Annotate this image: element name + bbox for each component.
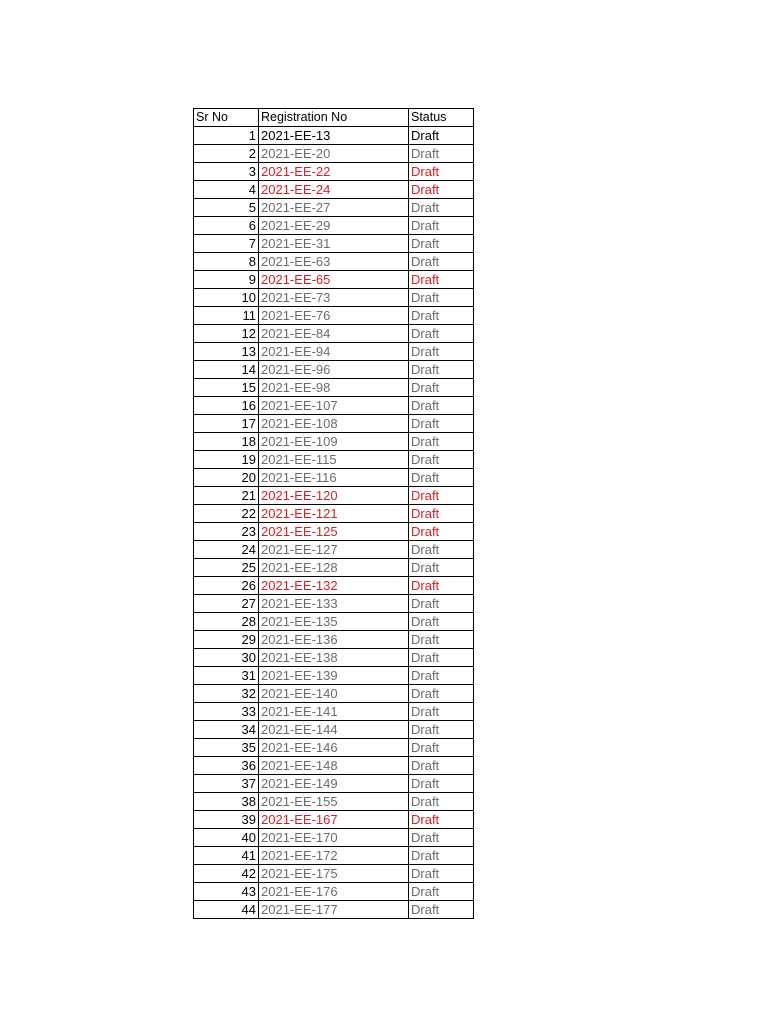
sr-no-cell: 18 xyxy=(194,433,259,451)
table-row xyxy=(194,883,474,901)
status-cell: Draft xyxy=(409,325,474,343)
registration-no-cell: 2021-EE-132 xyxy=(259,577,409,595)
registration-no-cell: 2021-EE-170 xyxy=(259,829,409,847)
sr-no-cell: 10 xyxy=(194,289,259,307)
status-cell: Draft xyxy=(409,559,474,577)
sr-no-cell: 31 xyxy=(194,667,259,685)
registration-no-cell: 2021-EE-167 xyxy=(259,811,409,829)
status-cell: Draft xyxy=(409,397,474,415)
registration-no-cell: 2021-EE-24 xyxy=(259,181,409,199)
status-cell: Draft xyxy=(409,793,474,811)
registration-no-cell: 2021-EE-20 xyxy=(259,145,409,163)
status-cell: Draft xyxy=(409,235,474,253)
registration-no-cell: 2021-EE-148 xyxy=(259,757,409,775)
registration-no-cell: 2021-EE-120 xyxy=(259,487,409,505)
registration-no-cell: 2021-EE-140 xyxy=(259,685,409,703)
status-cell: Draft xyxy=(409,829,474,847)
header-row xyxy=(194,109,474,127)
sr-no-cell: 35 xyxy=(194,739,259,757)
table-row xyxy=(194,487,474,505)
registration-no-cell: 2021-EE-125 xyxy=(259,523,409,541)
sr-no-cell: 29 xyxy=(194,631,259,649)
sr-no-cell: 19 xyxy=(194,451,259,469)
status-cell: Draft xyxy=(409,631,474,649)
table-row xyxy=(194,811,474,829)
status-cell: Draft xyxy=(409,775,474,793)
table-row xyxy=(194,361,474,379)
status-cell: Draft xyxy=(409,199,474,217)
registration-no-cell: 2021-EE-128 xyxy=(259,559,409,577)
status-cell: Draft xyxy=(409,253,474,271)
registration-table xyxy=(193,108,474,919)
registration-no-cell: 2021-EE-177 xyxy=(259,901,409,919)
sr-no-cell: 30 xyxy=(194,649,259,667)
sr-no-cell: 20 xyxy=(194,469,259,487)
sr-no-cell: 41 xyxy=(194,847,259,865)
registration-no-cell: 2021-EE-175 xyxy=(259,865,409,883)
status-cell: Draft xyxy=(409,685,474,703)
table-row xyxy=(194,343,474,361)
sr-no-cell: 9 xyxy=(194,271,259,289)
registration-no-cell: 2021-EE-116 xyxy=(259,469,409,487)
table-row xyxy=(194,775,474,793)
table-row xyxy=(194,451,474,469)
table-row xyxy=(194,433,474,451)
status-cell: Draft xyxy=(409,865,474,883)
registration-no-cell: 2021-EE-138 xyxy=(259,649,409,667)
registration-no-cell: 2021-EE-139 xyxy=(259,667,409,685)
registration-no-cell: 2021-EE-149 xyxy=(259,775,409,793)
sr-no-cell: 2 xyxy=(194,145,259,163)
table-row xyxy=(194,235,474,253)
sr-no-cell: 3 xyxy=(194,163,259,181)
status-cell: Draft xyxy=(409,487,474,505)
status-cell: Draft xyxy=(409,217,474,235)
status-cell: Draft xyxy=(409,721,474,739)
table-row xyxy=(194,145,474,163)
table-row xyxy=(194,505,474,523)
table-row xyxy=(194,577,474,595)
registration-no-cell: 2021-EE-98 xyxy=(259,379,409,397)
registration-no-cell: 2021-EE-65 xyxy=(259,271,409,289)
status-cell: Draft xyxy=(409,577,474,595)
status-cell: Draft xyxy=(409,469,474,487)
sr-no-cell: 8 xyxy=(194,253,259,271)
registration-no-cell: 2021-EE-31 xyxy=(259,235,409,253)
table-body xyxy=(194,109,474,919)
table-row xyxy=(194,415,474,433)
sr-no-cell: 22 xyxy=(194,505,259,523)
registration-no-cell: 2021-EE-133 xyxy=(259,595,409,613)
table-row xyxy=(194,289,474,307)
registration-no-cell: 2021-EE-144 xyxy=(259,721,409,739)
sr-no-cell: 36 xyxy=(194,757,259,775)
sr-no-cell: 26 xyxy=(194,577,259,595)
registration-no-cell: 2021-EE-76 xyxy=(259,307,409,325)
sr-no-cell: 27 xyxy=(194,595,259,613)
status-cell: Draft xyxy=(409,451,474,469)
registration-no-cell: 2021-EE-176 xyxy=(259,883,409,901)
sr-no-cell: 34 xyxy=(194,721,259,739)
table-row xyxy=(194,199,474,217)
status-cell: Draft xyxy=(409,289,474,307)
sr-no-cell: 28 xyxy=(194,613,259,631)
status-cell: Draft xyxy=(409,523,474,541)
registration-no-cell: 2021-EE-109 xyxy=(259,433,409,451)
registration-no-cell: 2021-EE-127 xyxy=(259,541,409,559)
table-row xyxy=(194,703,474,721)
registration-no-cell: 2021-EE-63 xyxy=(259,253,409,271)
sr-no-cell: 44 xyxy=(194,901,259,919)
table-row xyxy=(194,793,474,811)
status-cell: Draft xyxy=(409,361,474,379)
table-row xyxy=(194,685,474,703)
sr-no-cell: 13 xyxy=(194,343,259,361)
table-row xyxy=(194,721,474,739)
table-row xyxy=(194,595,474,613)
status-cell: Draft xyxy=(409,343,474,361)
table-row xyxy=(194,469,474,487)
sr-no-cell: 37 xyxy=(194,775,259,793)
sr-no-cell: 32 xyxy=(194,685,259,703)
status-cell: Draft xyxy=(409,271,474,289)
sr-no-cell: 21 xyxy=(194,487,259,505)
table-row xyxy=(194,325,474,343)
sr-no-cell: 33 xyxy=(194,703,259,721)
status-cell: Draft xyxy=(409,163,474,181)
status-cell: Draft xyxy=(409,415,474,433)
table-row xyxy=(194,631,474,649)
table-row xyxy=(194,667,474,685)
status-cell: Draft xyxy=(409,127,474,145)
status-cell: Draft xyxy=(409,667,474,685)
sr-no-cell: 43 xyxy=(194,883,259,901)
table-row xyxy=(194,829,474,847)
status-cell: Draft xyxy=(409,307,474,325)
registration-no-cell: 2021-EE-107 xyxy=(259,397,409,415)
registration-no-cell: 2021-EE-94 xyxy=(259,343,409,361)
table-row xyxy=(194,865,474,883)
registration-no-cell: 2021-EE-73 xyxy=(259,289,409,307)
sr-no-cell: 16 xyxy=(194,397,259,415)
sr-no-cell: 1 xyxy=(194,127,259,145)
sr-no-cell: 6 xyxy=(194,217,259,235)
status-cell: Draft xyxy=(409,595,474,613)
table-row xyxy=(194,559,474,577)
table-row xyxy=(194,847,474,865)
status-cell: Draft xyxy=(409,505,474,523)
table-row xyxy=(194,523,474,541)
status-cell: Draft xyxy=(409,739,474,757)
status-cell: Draft xyxy=(409,757,474,775)
header-registration-no: Registration No xyxy=(259,109,409,127)
status-cell: Draft xyxy=(409,901,474,919)
sr-no-cell: 39 xyxy=(194,811,259,829)
status-cell: Draft xyxy=(409,649,474,667)
registration-no-cell: 2021-EE-108 xyxy=(259,415,409,433)
sr-no-cell: 42 xyxy=(194,865,259,883)
table-row xyxy=(194,181,474,199)
registration-no-cell: 2021-EE-22 xyxy=(259,163,409,181)
status-cell: Draft xyxy=(409,847,474,865)
table-row xyxy=(194,541,474,559)
status-cell: Draft xyxy=(409,379,474,397)
header-sr-no: Sr No xyxy=(194,109,259,127)
sr-no-cell: 15 xyxy=(194,379,259,397)
registration-no-cell: 2021-EE-84 xyxy=(259,325,409,343)
sr-no-cell: 11 xyxy=(194,307,259,325)
registration-no-cell: 2021-EE-13 xyxy=(259,127,409,145)
status-cell: Draft xyxy=(409,703,474,721)
registration-no-cell: 2021-EE-146 xyxy=(259,739,409,757)
status-cell: Draft xyxy=(409,181,474,199)
sr-no-cell: 4 xyxy=(194,181,259,199)
table-row xyxy=(194,307,474,325)
sr-no-cell: 5 xyxy=(194,199,259,217)
registration-no-cell: 2021-EE-172 xyxy=(259,847,409,865)
table-row xyxy=(194,649,474,667)
sr-no-cell: 24 xyxy=(194,541,259,559)
registration-no-cell: 2021-EE-96 xyxy=(259,361,409,379)
sr-no-cell: 40 xyxy=(194,829,259,847)
sr-no-cell: 12 xyxy=(194,325,259,343)
sr-no-cell: 23 xyxy=(194,523,259,541)
header-status: Status xyxy=(409,109,474,127)
sr-no-cell: 25 xyxy=(194,559,259,577)
table-row xyxy=(194,739,474,757)
status-cell: Draft xyxy=(409,541,474,559)
sr-no-cell: 17 xyxy=(194,415,259,433)
status-cell: Draft xyxy=(409,145,474,163)
registration-no-cell: 2021-EE-155 xyxy=(259,793,409,811)
table-row xyxy=(194,163,474,181)
table-row xyxy=(194,757,474,775)
sr-no-cell: 38 xyxy=(194,793,259,811)
table-row xyxy=(194,217,474,235)
table-row xyxy=(194,271,474,289)
registration-no-cell: 2021-EE-27 xyxy=(259,199,409,217)
table-row xyxy=(194,379,474,397)
table-row xyxy=(194,253,474,271)
registration-no-cell: 2021-EE-115 xyxy=(259,451,409,469)
registration-no-cell: 2021-EE-135 xyxy=(259,613,409,631)
table-row xyxy=(194,397,474,415)
status-cell: Draft xyxy=(409,433,474,451)
table-row xyxy=(194,127,474,145)
registration-no-cell: 2021-EE-136 xyxy=(259,631,409,649)
registration-no-cell: 2021-EE-141 xyxy=(259,703,409,721)
status-cell: Draft xyxy=(409,613,474,631)
sr-no-cell: 14 xyxy=(194,361,259,379)
table-row xyxy=(194,901,474,919)
status-cell: Draft xyxy=(409,883,474,901)
table-row xyxy=(194,613,474,631)
status-cell: Draft xyxy=(409,811,474,829)
registration-no-cell: 2021-EE-121 xyxy=(259,505,409,523)
sr-no-cell: 7 xyxy=(194,235,259,253)
registration-no-cell: 2021-EE-29 xyxy=(259,217,409,235)
